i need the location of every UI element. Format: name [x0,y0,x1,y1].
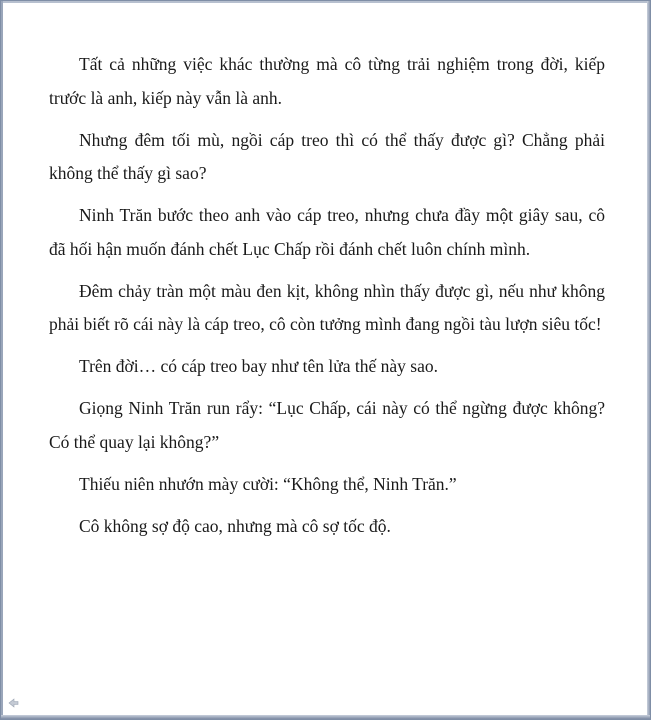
back-arrow-icon[interactable] [7,697,19,709]
paragraph: Ninh Trăn bước theo anh vào cáp treo, nhưng chưa đầy một giây sau, cô đã hối hận muốn đánh chết Lục Chấp rồi đánh chết luôn chính mình. [49,205,605,259]
paragraph: Tất cả những việc khác thường mà cô từng trải nghiệm trong đời, kiếp trước là anh, kiếp này vẫn là anh. [49,54,605,108]
paragraph: Nhưng đêm tối mù, ngồi cáp treo thì có thể thấy được gì? Chẳng phải không thể thấy gì sao? [49,129,605,183]
paragraph: Thiếu niên nhướn mày cười: “Không thể, Ninh Trăn.” [79,473,457,494]
page-bottom-edge [1,715,650,719]
document-body [49,48,605,552]
page-left-edge [1,1,3,719]
page-top-edge [1,1,650,3]
paragraph: Trên đời… có cáp treo bay như tên lửa thế này sao. [79,356,439,376]
paragraph: Cô không sợ độ cao, nhưng mà cô sợ tốc độ. [79,515,391,536]
paragraph: Đêm chảy tràn một màu đen kịt, không nhìn thấy được gì, nếu như không phải biết rõ cái này là cáp treo, cô còn tưởng mình đang ngồi tàu lượn siêu tốc! [49,280,605,334]
page-right-edge [647,1,650,719]
paragraph: Giọng Ninh Trăn run rẩy: “Lục Chấp, cái này có thể ngừng được không? Có thể quay lại không?” [49,398,605,452]
